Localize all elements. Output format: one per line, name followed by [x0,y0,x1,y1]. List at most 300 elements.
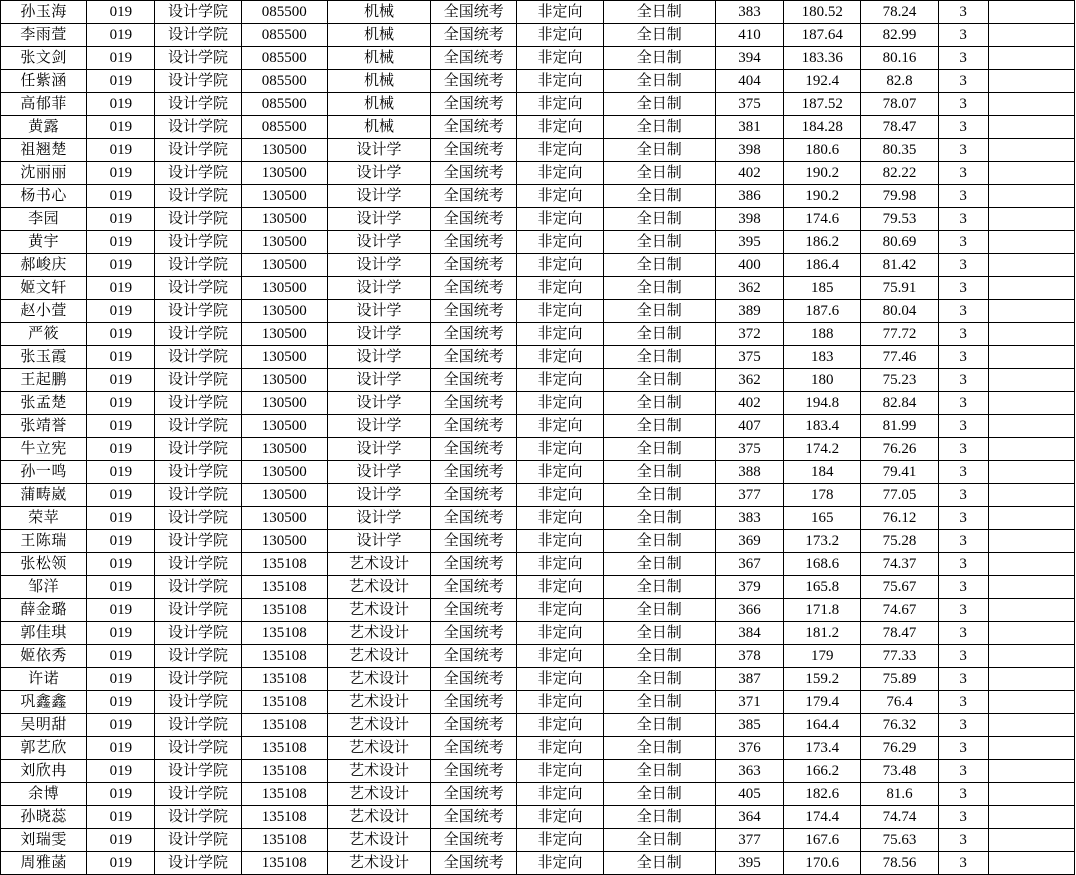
cell-orientation: 非定向 [517,760,603,783]
cell-college: 设计学院 [155,484,241,507]
cell-rank: 3 [938,461,988,484]
cell-college: 设计学院 [155,852,241,875]
cell-major: 艺术设计 [327,806,430,829]
cell-score1: 185 [784,277,861,300]
cell-blank [988,1,1074,24]
cell-major: 艺术设计 [327,737,430,760]
cell-total: 402 [715,392,783,415]
cell-total: 398 [715,139,783,162]
cell-study_mode: 全日制 [603,415,715,438]
cell-college_code: 019 [87,806,155,829]
cell-major: 艺术设计 [327,599,430,622]
cell-college: 设计学院 [155,47,241,70]
cell-study_mode: 全日制 [603,576,715,599]
cell-college_code: 019 [87,415,155,438]
cell-study_mode: 全日制 [603,162,715,185]
cell-total: 388 [715,461,783,484]
cell-score2: 77.46 [861,346,938,369]
cell-total: 377 [715,484,783,507]
cell-orientation: 非定向 [517,461,603,484]
cell-major: 设计学 [327,438,430,461]
cell-total: 410 [715,24,783,47]
cell-college: 设计学院 [155,668,241,691]
cell-major_code: 130500 [241,346,327,369]
cell-major: 艺术设计 [327,783,430,806]
cell-name: 郝峻庆 [1,254,87,277]
cell-score2: 73.48 [861,760,938,783]
cell-major: 艺术设计 [327,553,430,576]
cell-college_code: 019 [87,622,155,645]
cell-name: 王起鹏 [1,369,87,392]
cell-blank [988,645,1074,668]
cell-study_mode: 全日制 [603,507,715,530]
table-row [1,162,1075,185]
cell-total: 371 [715,691,783,714]
cell-score2: 80.04 [861,300,938,323]
cell-score2: 82.84 [861,392,938,415]
table-row [1,576,1075,599]
cell-blank [988,185,1074,208]
cell-score2: 75.63 [861,829,938,852]
cell-college: 设计学院 [155,714,241,737]
cell-total: 367 [715,553,783,576]
cell-college_code: 019 [87,507,155,530]
cell-major: 艺术设计 [327,576,430,599]
cell-major_code: 085500 [241,1,327,24]
cell-exam_type: 全国统考 [431,346,517,369]
cell-exam_type: 全国统考 [431,806,517,829]
cell-blank [988,806,1074,829]
cell-major_code: 135108 [241,645,327,668]
cell-total: 363 [715,760,783,783]
cell-college_code: 019 [87,300,155,323]
cell-orientation: 非定向 [517,254,603,277]
cell-score1: 165.8 [784,576,861,599]
cell-score1: 187.52 [784,93,861,116]
cell-total: 389 [715,300,783,323]
cell-blank [988,47,1074,70]
cell-study_mode: 全日制 [603,323,715,346]
cell-score2: 80.69 [861,231,938,254]
cell-college: 设计学院 [155,576,241,599]
cell-name: 孙晓蕊 [1,806,87,829]
cell-major: 设计学 [327,346,430,369]
cell-rank: 3 [938,139,988,162]
cell-major_code: 135108 [241,760,327,783]
cell-college: 设计学院 [155,645,241,668]
cell-rank: 3 [938,852,988,875]
cell-major_code: 130500 [241,254,327,277]
cell-exam_type: 全国统考 [431,714,517,737]
table-row [1,93,1075,116]
cell-total: 402 [715,162,783,185]
cell-major: 设计学 [327,461,430,484]
cell-blank [988,323,1074,346]
table-row [1,760,1075,783]
cell-score1: 183 [784,346,861,369]
cell-rank: 3 [938,277,988,300]
cell-major: 机械 [327,47,430,70]
cell-orientation: 非定向 [517,553,603,576]
cell-score2: 75.23 [861,369,938,392]
cell-total: 395 [715,852,783,875]
cell-rank: 3 [938,116,988,139]
cell-orientation: 非定向 [517,714,603,737]
cell-orientation: 非定向 [517,806,603,829]
cell-major: 设计学 [327,392,430,415]
table-row [1,737,1075,760]
cell-college: 设计学院 [155,622,241,645]
cell-score2: 80.35 [861,139,938,162]
cell-score1: 187.6 [784,300,861,323]
cell-blank [988,231,1074,254]
cell-major: 设计学 [327,507,430,530]
cell-college_code: 019 [87,369,155,392]
cell-major: 设计学 [327,484,430,507]
table-row [1,369,1075,392]
cell-name: 刘瑞雯 [1,829,87,852]
cell-name: 刘欣冉 [1,760,87,783]
cell-major_code: 135108 [241,576,327,599]
cell-total: 375 [715,346,783,369]
cell-score1: 173.2 [784,530,861,553]
cell-rank: 3 [938,47,988,70]
cell-score1: 165 [784,507,861,530]
cell-score1: 159.2 [784,668,861,691]
cell-orientation: 非定向 [517,185,603,208]
cell-score2: 76.29 [861,737,938,760]
cell-score2: 82.8 [861,70,938,93]
cell-study_mode: 全日制 [603,47,715,70]
cell-rank: 3 [938,346,988,369]
cell-rank: 3 [938,576,988,599]
cell-blank [988,208,1074,231]
cell-exam_type: 全国统考 [431,231,517,254]
cell-score1: 184.28 [784,116,861,139]
cell-exam_type: 全国统考 [431,116,517,139]
cell-study_mode: 全日制 [603,139,715,162]
cell-study_mode: 全日制 [603,691,715,714]
cell-total: 400 [715,254,783,277]
cell-blank [988,576,1074,599]
cell-rank: 3 [938,231,988,254]
cell-name: 黄露 [1,116,87,139]
cell-rank: 3 [938,438,988,461]
cell-score1: 192.4 [784,70,861,93]
cell-college: 设计学院 [155,392,241,415]
cell-score2: 75.91 [861,277,938,300]
cell-rank: 3 [938,760,988,783]
cell-college_code: 019 [87,668,155,691]
cell-major_code: 135108 [241,852,327,875]
cell-score2: 76.26 [861,438,938,461]
cell-college_code: 019 [87,208,155,231]
cell-score2: 74.37 [861,553,938,576]
cell-exam_type: 全国统考 [431,599,517,622]
cell-orientation: 非定向 [517,599,603,622]
cell-college_code: 019 [87,852,155,875]
cell-exam_type: 全国统考 [431,1,517,24]
cell-major_code: 130500 [241,139,327,162]
cell-major_code: 085500 [241,70,327,93]
cell-major_code: 130500 [241,231,327,254]
cell-major: 艺术设计 [327,622,430,645]
cell-major_code: 130500 [241,461,327,484]
cell-study_mode: 全日制 [603,208,715,231]
cell-total: 362 [715,369,783,392]
table-row [1,139,1075,162]
cell-exam_type: 全国统考 [431,668,517,691]
cell-blank [988,484,1074,507]
cell-name: 周雅菡 [1,852,87,875]
cell-orientation: 非定向 [517,1,603,24]
cell-exam_type: 全国统考 [431,484,517,507]
cell-college: 设计学院 [155,1,241,24]
cell-college_code: 019 [87,438,155,461]
cell-total: 386 [715,185,783,208]
cell-blank [988,116,1074,139]
table-row [1,645,1075,668]
cell-rank: 3 [938,185,988,208]
cell-college: 设计学院 [155,323,241,346]
cell-major: 机械 [327,93,430,116]
table-row [1,24,1075,47]
cell-college_code: 019 [87,162,155,185]
cell-college: 设计学院 [155,24,241,47]
cell-score2: 78.47 [861,116,938,139]
cell-rank: 3 [938,208,988,231]
cell-major: 艺术设计 [327,829,430,852]
cell-study_mode: 全日制 [603,231,715,254]
cell-rank: 3 [938,599,988,622]
cell-score1: 187.64 [784,24,861,47]
cell-study_mode: 全日制 [603,369,715,392]
cell-total: 387 [715,668,783,691]
cell-study_mode: 全日制 [603,852,715,875]
table-row [1,116,1075,139]
cell-orientation: 非定向 [517,438,603,461]
table-body [1,1,1075,875]
cell-score1: 174.2 [784,438,861,461]
cell-total: 366 [715,599,783,622]
cell-score1: 164.4 [784,714,861,737]
cell-name: 郭佳琪 [1,622,87,645]
cell-major: 艺术设计 [327,668,430,691]
cell-study_mode: 全日制 [603,277,715,300]
cell-major: 设计学 [327,300,430,323]
cell-score1: 173.4 [784,737,861,760]
cell-study_mode: 全日制 [603,438,715,461]
cell-blank [988,254,1074,277]
cell-major: 设计学 [327,185,430,208]
table-row [1,208,1075,231]
cell-name: 郭艺欣 [1,737,87,760]
table-row [1,553,1075,576]
cell-rank: 3 [938,829,988,852]
cell-study_mode: 全日制 [603,760,715,783]
table-row [1,484,1075,507]
cell-name: 赵小萱 [1,300,87,323]
cell-orientation: 非定向 [517,783,603,806]
cell-rank: 3 [938,737,988,760]
cell-study_mode: 全日制 [603,645,715,668]
cell-exam_type: 全国统考 [431,783,517,806]
cell-study_mode: 全日制 [603,668,715,691]
cell-rank: 3 [938,369,988,392]
cell-study_mode: 全日制 [603,484,715,507]
cell-college: 设计学院 [155,139,241,162]
cell-college_code: 019 [87,254,155,277]
cell-score2: 81.42 [861,254,938,277]
cell-study_mode: 全日制 [603,806,715,829]
cell-exam_type: 全国统考 [431,185,517,208]
cell-study_mode: 全日制 [603,392,715,415]
cell-orientation: 非定向 [517,300,603,323]
cell-major_code: 130500 [241,392,327,415]
cell-score2: 79.53 [861,208,938,231]
cell-total: 375 [715,93,783,116]
cell-college: 设计学院 [155,185,241,208]
cell-rank: 3 [938,162,988,185]
cell-major_code: 135108 [241,829,327,852]
cell-study_mode: 全日制 [603,24,715,47]
cell-score2: 82.22 [861,162,938,185]
cell-college_code: 019 [87,645,155,668]
cell-major_code: 085500 [241,24,327,47]
table-row [1,300,1075,323]
cell-college_code: 019 [87,461,155,484]
cell-name: 巩鑫鑫 [1,691,87,714]
cell-major_code: 135108 [241,599,327,622]
cell-major_code: 135108 [241,691,327,714]
cell-score2: 75.89 [861,668,938,691]
cell-total: 407 [715,415,783,438]
cell-college: 设计学院 [155,208,241,231]
cell-major: 机械 [327,70,430,93]
cell-major: 艺术设计 [327,714,430,737]
cell-score1: 171.8 [784,599,861,622]
cell-score1: 167.6 [784,829,861,852]
cell-name: 牛立宪 [1,438,87,461]
cell-study_mode: 全日制 [603,70,715,93]
cell-score1: 180.6 [784,139,861,162]
cell-study_mode: 全日制 [603,829,715,852]
cell-blank [988,599,1074,622]
cell-total: 376 [715,737,783,760]
cell-blank [988,277,1074,300]
cell-college_code: 019 [87,530,155,553]
cell-college: 设计学院 [155,599,241,622]
cell-major: 艺术设计 [327,760,430,783]
cell-major_code: 135108 [241,553,327,576]
cell-blank [988,714,1074,737]
table-row [1,231,1075,254]
cell-blank [988,461,1074,484]
cell-major_code: 130500 [241,277,327,300]
cell-major_code: 085500 [241,116,327,139]
cell-name: 任紫涵 [1,70,87,93]
cell-blank [988,93,1074,116]
cell-score1: 174.4 [784,806,861,829]
cell-total: 381 [715,116,783,139]
cell-exam_type: 全国统考 [431,392,517,415]
cell-exam_type: 全国统考 [431,415,517,438]
cell-college_code: 019 [87,231,155,254]
cell-college_code: 019 [87,277,155,300]
cell-college: 设计学院 [155,806,241,829]
cell-score1: 190.2 [784,185,861,208]
cell-exam_type: 全国统考 [431,852,517,875]
cell-name: 姬文轩 [1,277,87,300]
cell-college_code: 019 [87,599,155,622]
cell-score2: 74.74 [861,806,938,829]
cell-major_code: 130500 [241,438,327,461]
cell-blank [988,369,1074,392]
cell-exam_type: 全国统考 [431,208,517,231]
cell-college_code: 019 [87,185,155,208]
cell-blank [988,852,1074,875]
cell-orientation: 非定向 [517,277,603,300]
table-row [1,392,1075,415]
cell-total: 398 [715,208,783,231]
cell-exam_type: 全国统考 [431,24,517,47]
cell-study_mode: 全日制 [603,116,715,139]
cell-college_code: 019 [87,1,155,24]
cell-major: 设计学 [327,323,430,346]
cell-major: 设计学 [327,208,430,231]
cell-score2: 75.28 [861,530,938,553]
cell-score2: 82.99 [861,24,938,47]
cell-exam_type: 全国统考 [431,691,517,714]
cell-blank [988,668,1074,691]
table-row [1,346,1075,369]
cell-name: 邹洋 [1,576,87,599]
cell-study_mode: 全日制 [603,254,715,277]
table-row [1,70,1075,93]
cell-rank: 3 [938,70,988,93]
cell-blank [988,70,1074,93]
cell-blank [988,438,1074,461]
cell-blank [988,346,1074,369]
cell-score2: 78.24 [861,1,938,24]
cell-name: 李雨萱 [1,24,87,47]
cell-orientation: 非定向 [517,369,603,392]
cell-study_mode: 全日制 [603,599,715,622]
cell-study_mode: 全日制 [603,783,715,806]
cell-rank: 3 [938,806,988,829]
cell-total: 369 [715,530,783,553]
table-row [1,461,1075,484]
cell-orientation: 非定向 [517,24,603,47]
cell-score2: 81.99 [861,415,938,438]
cell-exam_type: 全国统考 [431,139,517,162]
cell-major_code: 130500 [241,507,327,530]
cell-orientation: 非定向 [517,93,603,116]
table-row [1,668,1075,691]
cell-orientation: 非定向 [517,116,603,139]
cell-total: 405 [715,783,783,806]
cell-major: 艺术设计 [327,852,430,875]
cell-total: 404 [715,70,783,93]
cell-college_code: 019 [87,829,155,852]
cell-rank: 3 [938,300,988,323]
cell-name: 李园 [1,208,87,231]
table-row [1,530,1075,553]
cell-orientation: 非定向 [517,47,603,70]
table-row [1,323,1075,346]
cell-blank [988,24,1074,47]
cell-rank: 3 [938,254,988,277]
